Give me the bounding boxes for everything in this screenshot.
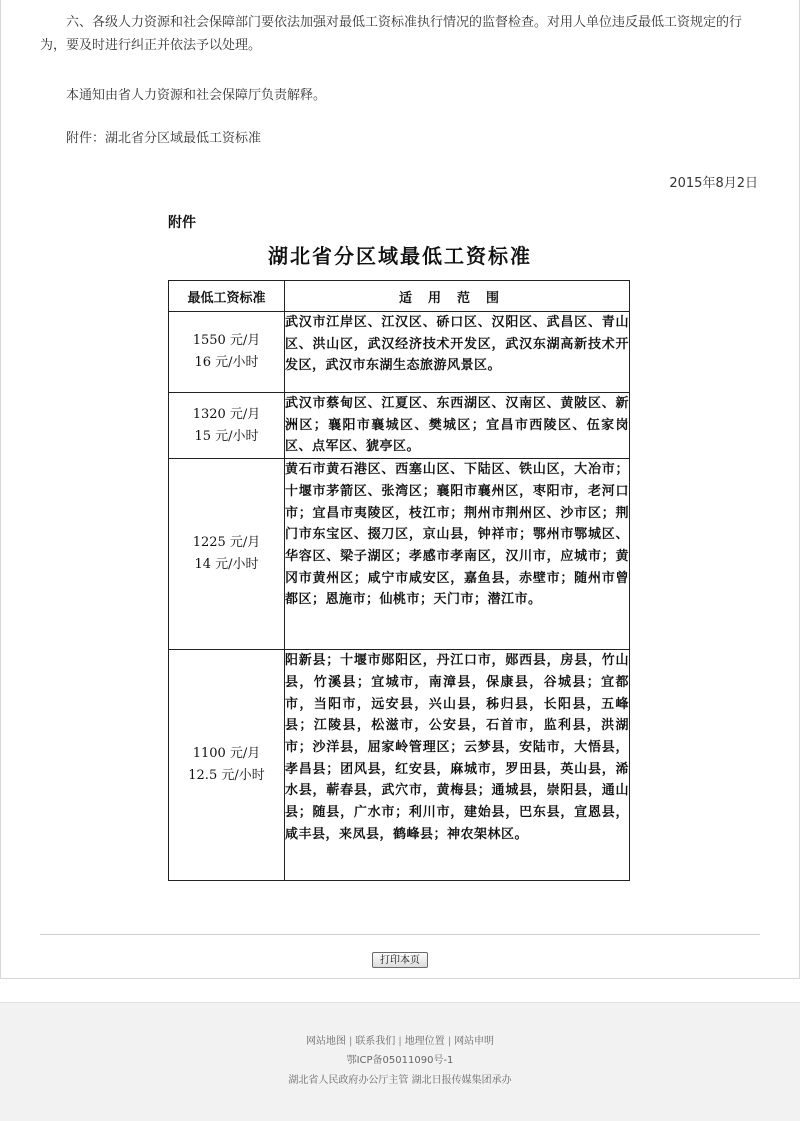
table-row <box>169 393 630 459</box>
table-row <box>169 650 630 881</box>
table-row <box>169 312 630 393</box>
content-divider <box>40 934 760 935</box>
paragraph-six: 六、各级人力资源和社会保障部门要依法加强对最低工资标准执行情况的监督检查。对用人单位违反最低工资规定的行为，要及时进行纠正并依法予以处理。 <box>40 15 743 53</box>
hourly-wage: 15 元/小时 <box>194 428 259 444</box>
attachment-title: 湖北省分区域最低工资标准 <box>268 244 532 268</box>
table-header-row <box>169 281 630 312</box>
monthly-wage: 1100 元/月 <box>192 746 261 762</box>
print-page-button[interactable]: 打印本页 <box>372 952 428 968</box>
scope-cell: 武汉市江岸区、江汉区、硚口区、汉阳区、武昌区、青山区、洪山区，武汉经济技术开发区，武汉东湖高新技术开发区，武汉市东湖生态旅游风景区。 <box>285 312 630 393</box>
footer-separator: | <box>447 1036 452 1047</box>
monthly-wage: 1550 元/月 <box>192 333 261 348</box>
standard-cell <box>169 459 285 650</box>
hourly-wage: 12.5 元/小时 <box>188 768 265 784</box>
scope-cell: 黄石市黄石港区、西塞山区、下陆区、铁山区，大冶市；十堰市茅箭区、张湾区；襄阳市襄州区，枣阳市，老河口市；宜昌市夷陵区，枝江市；荆州市荆州区、沙市区；荆门市东宝区、掇刀区，京山县，钟祥市；鄂州市鄂城区、华容区、梁子湖区；孝感市孝南区，汉川市，应城市；黄冈市黄州区；咸宁市咸安区，嘉鱼县，赤壁市；随州市曾都区；恩施市；仙桃市；天门市；潜江市。 <box>285 459 630 650</box>
attachment-label: 附件 <box>168 215 196 231</box>
table-row <box>169 459 630 650</box>
attachment-note: 附件：湖北省分区域最低工资标准 <box>66 131 262 146</box>
footer-separator: | <box>348 1036 353 1047</box>
footer-sponsor: 湖北省人民政府办公厅主管 湖北日报传媒集团承办 <box>288 1075 512 1086</box>
wage-standard-table <box>168 280 630 881</box>
footer-link-contact[interactable]: 联系我们 <box>355 1036 396 1047</box>
footer-separator: | <box>398 1036 402 1047</box>
footer-link-sitemap[interactable]: 网站地图 <box>305 1036 346 1047</box>
standard-cell <box>169 393 285 459</box>
hourly-wage: 14 元/小时 <box>194 557 259 573</box>
scope-cell: 武汉市蔡甸区、江夏区、东西湖区、汉南区、黄陂区、新洲区；襄阳市襄城区、樊城区；宜昌市西陵区、伍家岗区、点军区、猇亭区。 <box>285 393 630 459</box>
standard-cell <box>169 650 285 881</box>
interpretation-paragraph: 本通知由省人力资源和社会保障厅负责解释。 <box>66 88 327 103</box>
header-scope: 适用范围 <box>285 281 630 312</box>
monthly-wage: 1320 元/月 <box>192 406 261 422</box>
footer-icp: 鄂ICP备05011090号-1 <box>346 1055 454 1066</box>
standard-cell <box>169 312 285 393</box>
document-date: 2015年8月2日 <box>669 176 758 191</box>
monthly-wage: 1225 元/月 <box>192 535 261 551</box>
site-footer <box>0 1002 800 1121</box>
footer-link-location[interactable]: 地理位置 <box>404 1036 445 1047</box>
header-standard: 最低工资标准 <box>169 281 285 312</box>
scope-cell: 阳新县；十堰市郧阳区，丹江口市，郧西县，房县，竹山县，竹溪县；宜城市，南漳县，保康县，谷城县；宜都市，当阳市，远安县，兴山县，秭归县，长阳县，五峰县；江陵县，松滋市，公安县，石首市，监利县，洪湖市；沙洋县，屈家岭管理区；云梦县，安陆市，大悟县，孝昌县；团风县，红安县，麻城市，罗田县，英山县，浠水县，蕲春县，武穴市，黄梅县；通城县，崇阳县，通山县；随县，广水市；利川市，建始县，巴东县，宣恩县，咸丰县，来凤县，鹤峰县；神农架林区。 <box>285 650 630 881</box>
footer-link-statement[interactable]: 网站申明 <box>454 1036 495 1047</box>
hourly-wage: 16 元/小时 <box>194 355 259 370</box>
footer-links <box>0 1032 800 1047</box>
